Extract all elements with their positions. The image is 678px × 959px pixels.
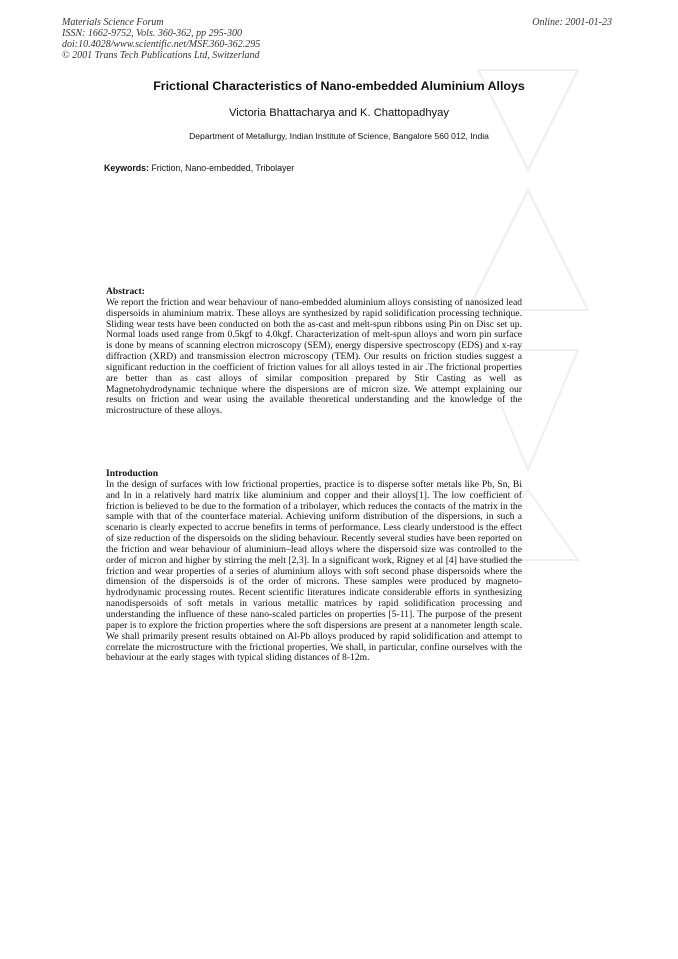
introduction-section [106,469,522,664]
keywords-text: Friction, Nano-embedded, Tribolayer [151,163,295,173]
abstract-section [106,287,522,417]
paper-title: Frictional Characteristics of Nano-embedded Aluminium Alloys [153,79,525,93]
paper-authors: Victoria Bhattacharya and K. Chattopadhyay [229,107,449,119]
issn-line: ISSN: 1662-9752, Vols. 360-362, pp 295-300 [62,28,242,39]
abstract-heading: Abstract: [106,286,145,297]
paper-affiliation: Department of Metallurgy, Indian Institute of Science, Bangalore 560 012, India [189,131,489,141]
keywords-label: Keywords: [104,163,149,173]
doi-line: doi:10.4028/www.scientific.net/MSF.360-362.295 [62,39,261,50]
introduction-heading: Introduction [106,468,159,479]
publication-info [62,17,260,61]
abstract-text: We report the friction and wear behaviour of nano-embedded aluminium alloys consisting of nanosized lead dispersoids in aluminium matrix. These alloys are synthesized by rapid solidification processing technique. Sliding wear tests have been conducted on both the as-cast and melt-spun ribbons using Pin on Disc set up. Normal loads used range from 0.5kgf to 4.0kgf. Characterization of melt-spun alloys and worn pin surface is done by means of scanning electron microscopy (SEM), energy dispersive spectroscopy (EDS) and x-ray diffraction (XRD) and transmission electron microscopy (TEM). Our results on friction studies suggest a significant reduction in the coefficient of friction values for all alloys tested in air .The frictional properties are better than as cast alloys of similar composition prepared by Stir Casting as well as Magnetohydrodynamic technique where the dispersions are of micron size. We attempt explaining our results on friction and wear using the available theoretical understanding and the knowledge of the microstructure of these alloys. [106,296,522,417]
keywords-line [104,163,294,173]
online-date: Online: 2001-01-23 [532,17,612,28]
copyright-line: © 2001 Trans Tech Publications Ltd, Switzerland [62,50,260,61]
journal-name: Materials Science Forum [62,17,164,28]
introduction-text: In the design of surfaces with low frictional properties, practice is to disperse softer metals like Pb, Sn, Bi and In in a relatively hard matrix like aluminium and copper and their alloys[1]. The low coefficient of friction is believed to be due to the formation of a tribolayer, which reduces the contacts of the matrix in the sample with that of the counterface material. Achieving uniform distribution of the dispersions, in such a scenario is clearly expected to accrue benefits in terms of performance. Less clearly understood is the effect of size reduction of the dispersoids on the sliding behaviour. Recently several studies have been reported on the friction and wear behaviour of aluminium–lead alloys where the dispersoid size was controlled to the order of micron and higher by stirring the melt [2,3]. In a significant work, Rigney et al [4] have studied the friction and wear properties of a series of aluminium alloys with soft second phase dispersoids where the dimension of the dispersoids is of the order of microns. These samples were produced by magneto-hydrodynamic processing routes. Recent scientific literatures indicate considerable efforts in synthesizing nanodispersoids of soft metals in various metallic matrices by rapid solidification processing and understanding the influence of these nano-scaled particles on properties [5-11]. The purpose of the present paper is to explore the friction properties where the soft dispersions are present at a nanometer length scale. We shall primarily present results obtained on Al-Pb alloys produced by rapid solidification and attempt to correlate the microstructure with the frictional properties. We shall, in particular, confine ourselves with the behaviour at the early stages with typical sliding distances of 8-12m. [106,478,522,664]
